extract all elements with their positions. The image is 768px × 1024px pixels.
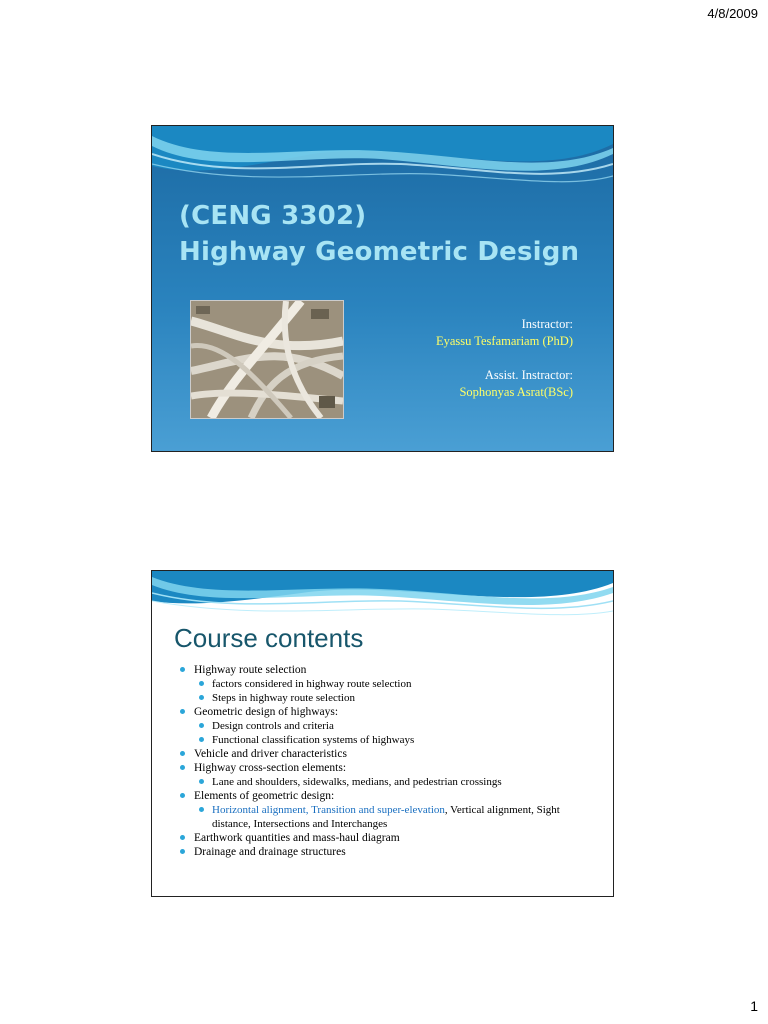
list-item: Drainage and drainage structures (176, 845, 596, 859)
list-item: Steps in highway route selection (176, 691, 596, 705)
course-code: (CENG 3302) (179, 201, 367, 231)
list-item: Design controls and criteria (176, 719, 596, 733)
course-name: Highway Geometric Design (179, 237, 580, 267)
bullet-icon (199, 737, 204, 742)
wave-decoration (152, 571, 613, 621)
bullet-icon (180, 667, 185, 672)
instructor-label: Instractor: (521, 317, 573, 331)
bullet-icon (180, 765, 185, 770)
bullet-icon (180, 793, 185, 798)
instructor-credits (436, 316, 573, 401)
assistant-name: Sophonyas Asrat(BSc) (459, 385, 573, 399)
bullet-icon (199, 807, 204, 812)
list-item: Geometric design of highways: (176, 705, 596, 719)
course-contents-list (176, 663, 596, 859)
list-item: Functional classification systems of highways (176, 733, 596, 747)
slide-title: Course contents (174, 623, 364, 653)
list-item: Highway route selection (176, 663, 596, 677)
page-number: 1 (750, 998, 758, 1014)
assistant-label: Assist. Instractor: (484, 368, 573, 382)
list-item: Vehicle and driver characteristics (176, 747, 596, 761)
list-item: Highway cross-section elements: (176, 761, 596, 775)
bullet-icon (180, 751, 185, 756)
list-item: factors considered in highway route selection (176, 677, 596, 691)
list-item: Earthwork quantities and mass-haul diagram (176, 831, 596, 845)
bullet-icon (199, 681, 204, 686)
bullet-icon (180, 835, 185, 840)
bullet-icon (199, 695, 204, 700)
highlighted-text: Horizontal alignment, Transition and super-elevation (212, 804, 445, 816)
contents-slide (151, 570, 614, 897)
slide-title (179, 198, 579, 270)
list-item: Horizontal alignment, Transition and super-elevation, Vertical alignment, Sight distance, Intersections and Interchanges (176, 803, 596, 831)
title-slide (151, 125, 614, 452)
bullet-icon (199, 723, 204, 728)
list-item: Lane and shoulders, sidewalks, medians, and pedestrian crossings (176, 775, 596, 789)
bullet-icon (180, 849, 185, 854)
highway-interchange-photo (190, 300, 344, 419)
bullet-icon (180, 709, 185, 714)
instructor-name: Eyassu Tesfamariam (PhD) (435, 334, 573, 348)
bullet-icon (199, 779, 204, 784)
wave-decoration (152, 126, 613, 196)
page-date: 4/8/2009 (707, 6, 758, 21)
list-item: Elements of geometric design: (176, 789, 596, 803)
